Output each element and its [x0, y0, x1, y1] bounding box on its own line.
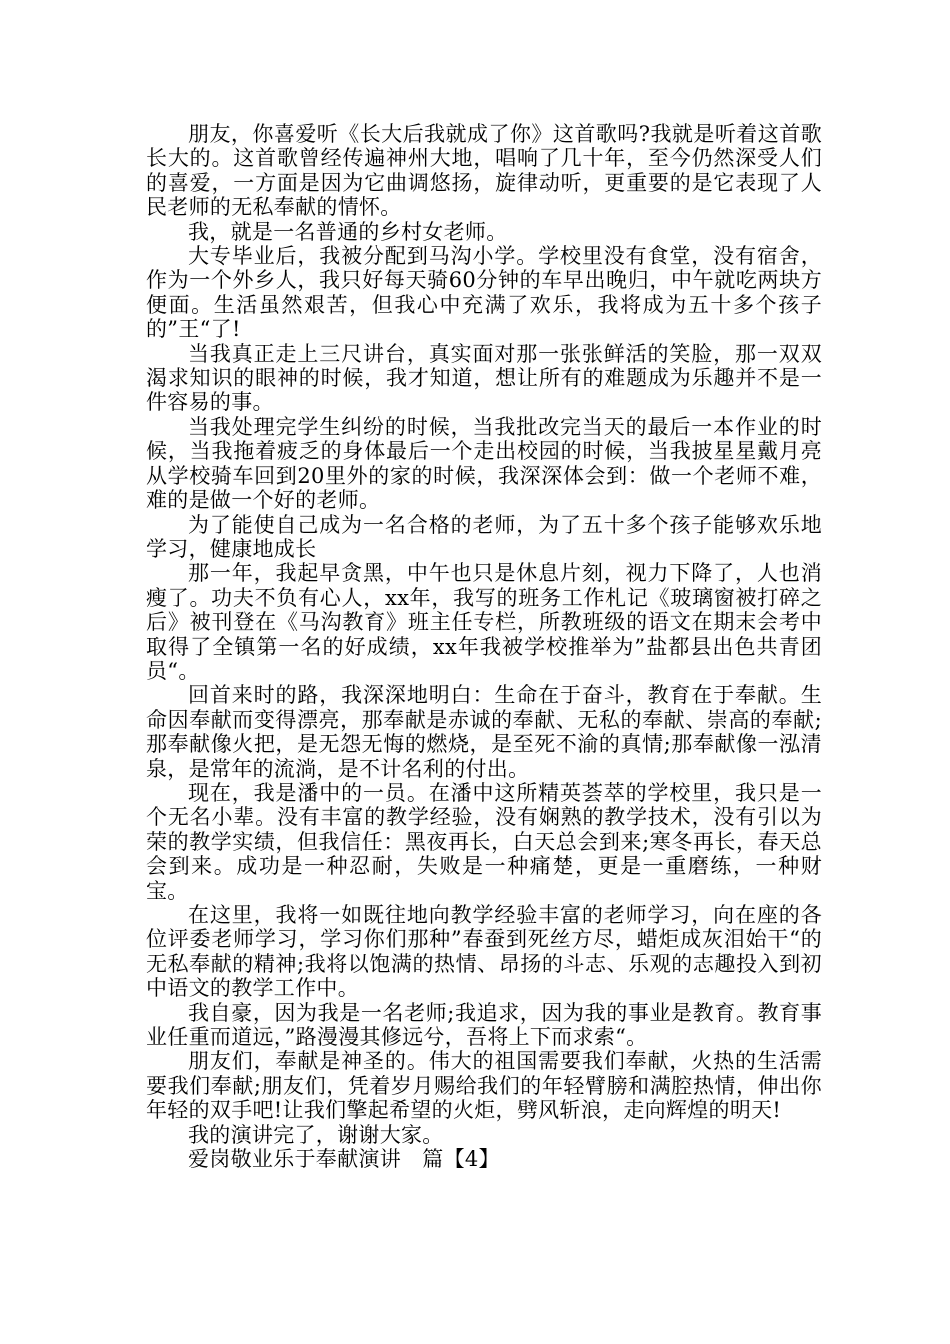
paragraph-8: 回首来时的路，我深深地明白：生命在于奋斗，教育在于奉献。生命因奉献而变得漂亮，那奉献是赤诚的奉献、无私的奉献、崇高的奉献;那奉献像火把，是无怨无悔的燃烧，是至死不渝的真情;那奉献像一泓清泉，是常年的流淌，是不计名利的付出。: [146, 683, 822, 781]
paragraph-7: 那一年，我起早贪黑，中午也只是休息片刻，视力下降了，人也消瘦了。功夫不负有心人，xx年，我写的班务工作札记《玻璃窗被打碎之后》被刊登在《马沟教育》班主任专栏，所教班级的语文在期末会考中取得了全镇第一名的好成绩，xx年我被学校推举为”盐都县出色共青团员“。: [146, 561, 822, 683]
paragraph-2: 我，就是一名普通的乡村女老师。: [188, 219, 508, 244]
section-heading: 爱岗敬业乐于奉献演讲 篇【4】: [188, 1147, 500, 1172]
paragraph-9: 现在，我是潘中的一员。在潘中这所精英荟萃的学校里，我只是一个无名小辈。没有丰富的教学经验，没有娴熟的教学技术，没有引以为荣的教学实绩，但我信任：黑夜再长，白天总会到来;寒冬再长，春天总会到来。成功是一种忍耐，失败是一种痛楚，更是一重磨练，一种财宝。: [146, 780, 822, 903]
paragraph-3: 大专毕业后，我被分配到马沟小学。学校里没有食堂，没有宿舍，作为一个外乡人，我只好每天骑60分钟的车早出晚归，中午就吃两块方便面。生活虽然艰苦，但我心中充满了欢乐，我将成为五十多个孩子的”王“了!: [146, 244, 822, 342]
document-body: [146, 122, 822, 1171]
paragraph-5: 当我处理完学生纠纷的时候，当我批改完当天的最后一本作业的时候，当我拖着疲乏的身体最后一个走出校园的时候，当我披星星戴月亮从学校骑车回到20里外的家的时候，我深深体会到：做一个老师不难，难的是做一个好的老师。: [146, 414, 822, 513]
paragraph-4: 当我真正走上三尺讲台，真实面对那一张张鲜活的笑脸，那一双双渴求知识的眼神的时候，我才知道，想让所有的难题成为乐趣并不是一件容易的事。: [146, 341, 822, 415]
paragraph-1: 朋友，你喜爱听《长大后我就成了你》这首歌吗?我就是听着这首歌长大的。这首歌曾经传遍神州大地，唱响了几十年，至今仍然深受人们的喜爱，一方面是因为它曲调悠扬，旋律动听，更重要的是它表现了人民老师的无私奉献的情怀。: [146, 122, 822, 220]
paragraph-10: 在这里，我将一如既往地向教学经验丰富的老师学习，向在座的各位评委老师学习，学习你们那种”春蚕到死丝方尽，蜡炬成灰泪始干“的无私奉献的精神;我将以饱满的热情、昂扬的斗志、乐观的志趣投入到初中语文的教学工作中。: [146, 903, 822, 1001]
paragraph-11: 我自豪，因为我是一名老师;我追求，因为我的事业是教育。教育事业任重而道远，”路漫漫其修远兮，吾将上下而求索“。: [146, 1000, 822, 1050]
paragraph-12: 朋友们，奉献是神圣的。伟大的祖国需要我们奉献，火热的生活需要我们奉献;朋友们，凭着岁月赐给我们的年轻臂膀和满腔热情，伸出你年轻的双手吧!让我们擎起希望的火炬，劈风斩浪，走向辉煌的明天!: [146, 1049, 822, 1123]
paragraph-13: 我的演讲完了，谢谢大家。: [188, 1122, 444, 1147]
paragraph-6: 为了能使自己成为一名合格的老师，为了五十多个孩子能够欢乐地学习，健康地成长: [146, 512, 822, 561]
